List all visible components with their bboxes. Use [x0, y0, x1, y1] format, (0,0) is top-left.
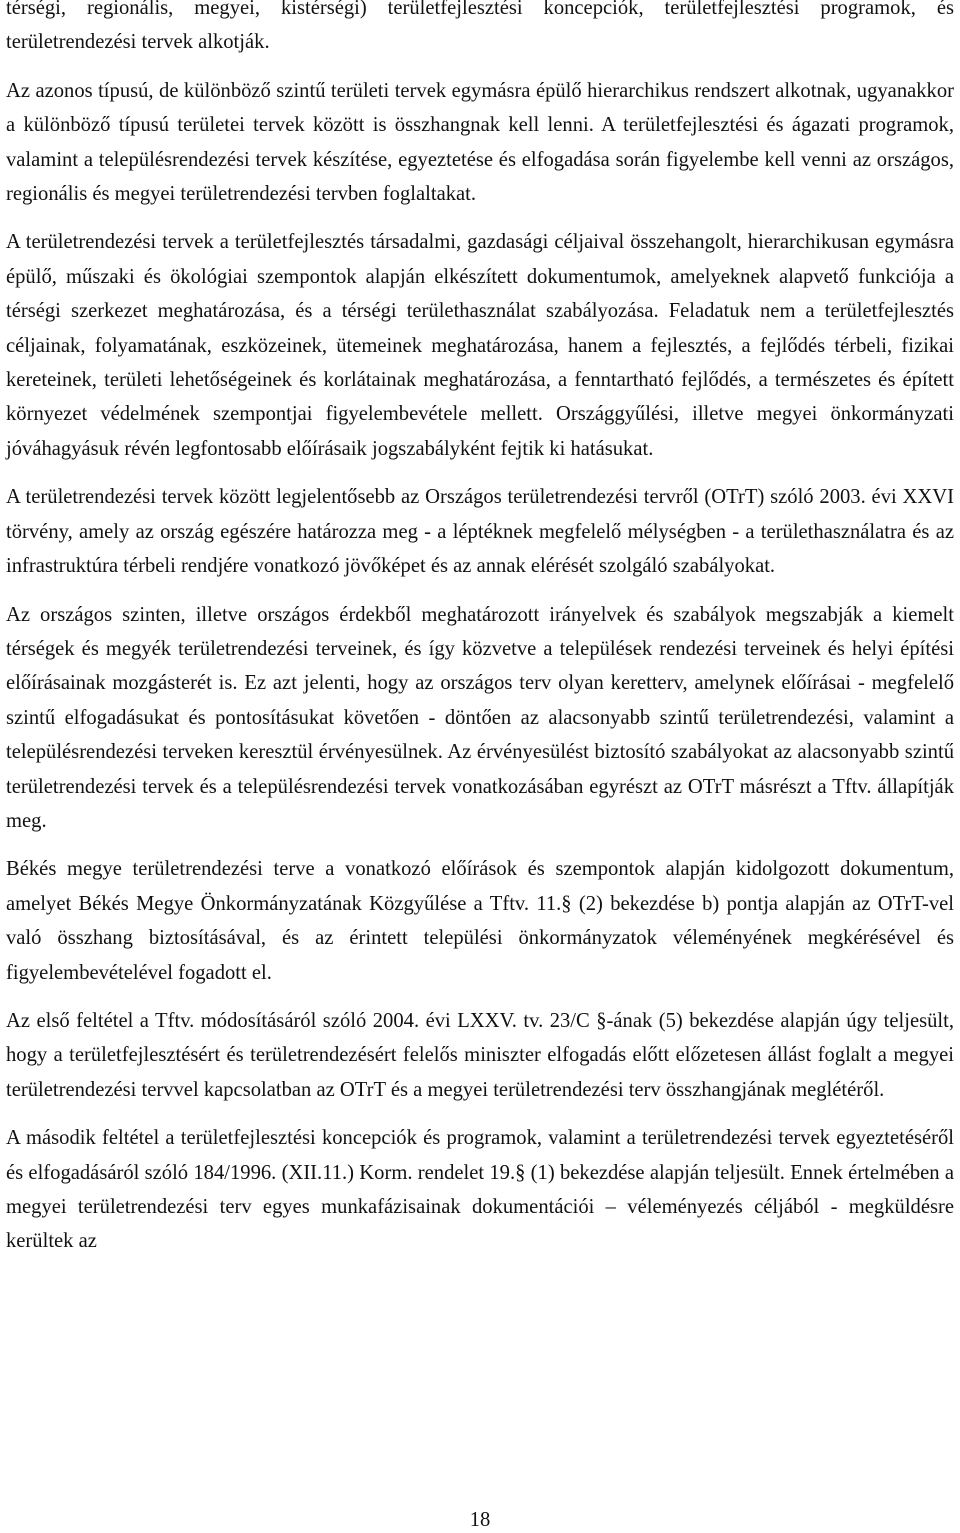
paragraph-7: Az első feltétel a Tftv. módosításáról szóló 2004. évi LXXV. tv. 23/C §-ának (5) bekezdése alapján úgy teljesült, hogy a területfejlesztésért és területrendezésért felelős miniszter elfogadás előtt előzetesen állást foglalt a megyei területrendezési tervvel kapcsolatban az OTrT és a megyei területrendezési terv összhangjának meglétéről. [6, 1009, 954, 1101]
paragraph-6: Békés megye területrendezési terve a vonatkozó előírások és szempontok alapján kidolgozott dokumentum, amelyet Békés Megye Önkormányzatának Közgyűlése a Tftv. 11.§ (2) bekezdése b) pontja alapján az OTrT-vel való összhang biztosításával, és az érintett települési önkormányzatok véleményének megkérésével és figyelembevételével fogadott el. [6, 858, 954, 984]
paragraph-4: A területrendezési tervek között legjelentősebb az Országos területrendezési tervről (OTrT) szóló 2003. évi XXVI törvény, amely az ország egészére határozza meg - a léptéknek megfelelő mélységben - a területhasználatra és az infrastruktúra térbeli rendjére vonatkozó jövőképet és az annak elérését szolgáló szabályokat. [6, 486, 954, 578]
paragraph-1: térségi, regionális, megyei, kistérségi) területfejlesztési koncepciók, területfejlesztési programok, és területrendezési tervek alkotják. [6, 0, 954, 54]
document-body [6, 0, 954, 1273]
paragraph-8: A második feltétel a területfejlesztési koncepciók és programok, valamint a területrendezési tervek egyeztetéséről és elfogadásáról szóló 184/1996. (XII.11.) Korm. rendelet 19.§ (1) bekezdése alapján teljesült. Ennek értelmében a megyei területrendezési terv egyes munkafázisainak dokumentációi – véleményezés céljából - megküldésre kerültek az [6, 1127, 954, 1253]
page-number: 18 [469, 1509, 491, 1531]
paragraph-3: A területrendezési tervek a területfejlesztés társadalmi, gazdasági céljaival összehangolt, hierarchikusan egymásra épülő, műszaki és ökológiai szempontok alapján elkészített dokumentumok, amelyeknek alapvető funkciója a térségi szerkezet meghatározása, és a térségi területhasználat szabályozása. Feladatuk nem a területfejlesztés céljainak, folyamatának, eszközeinek, ütemeinek meghatározása, hanem a fejlesztés, a fejlődés térbeli, fizikai kereteinek, területi lehetőségeinek és korlátainak meghatározása, a fenntartható fejlődés, a természetes és épített környezet védelmének szempontjai figyelembevétele mellett. Országgyűlési, illetve megyei önkormányzati jóváhagyásuk révén legfontosabb előírásaik jogszabályként fejtik ki hatásukat. [6, 231, 954, 460]
paragraph-2: Az azonos típusú, de különböző szintű területi tervek egymásra épülő hierarchikus rendszert alkotnak, ugyanakkor a különböző típusú területei tervek között is összhangnak kell lenni. A területfejlesztési és ágazati programok, valamint a településrendezési tervek készítése, egyeztetése és elfogadása során figyelembe kell venni az országos, regionális és megyei területrendezési tervben foglaltakat. [6, 79, 954, 206]
paragraph-5: Az országos szinten, illetve országos érdekből meghatározott irányelvek és szabályok megszabják a kiemelt térségek és megyék területrendezési terveinek, és így közvetve a települések rendezési terveinek és helyi építési előírásainak mozgásterét is. Ez azt jelenti, hogy az országos terv olyan keretterv, amelynek előírásai - megfelelő szintű elfogadásukat és pontosításukat követően - döntően az alacsonyabb szintű területrendezési, valamint a településrendezési terveken keresztül érvényesülnek. Az érvényesülést biztosító szabályokat az alacsonyabb szintű területrendezési tervek és a településrendezési tervek vonatkozásában egyrészt az OTrT másrészt a Tftv. állapítják meg. [6, 603, 954, 832]
